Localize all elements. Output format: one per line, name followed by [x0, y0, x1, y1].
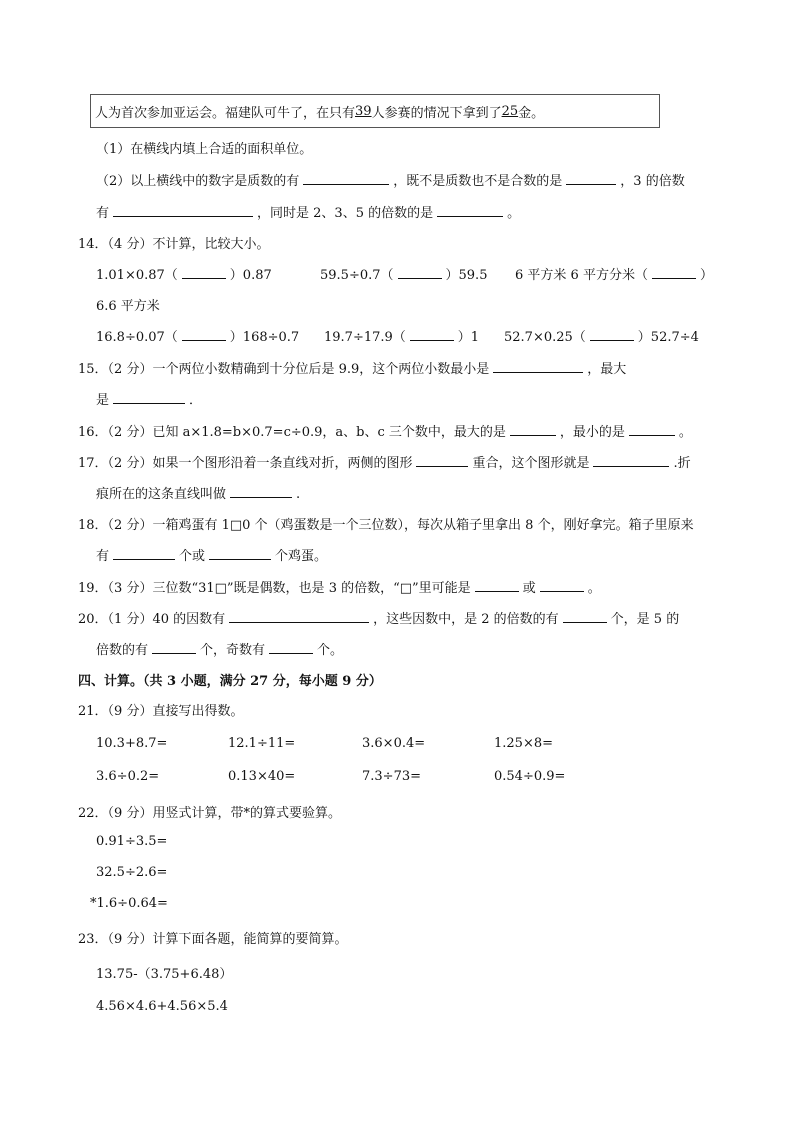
q14-r1-b: ）0.87	[229, 268, 272, 283]
q14-row1	[96, 264, 272, 283]
q13-sub2-text-a: （2）以上横线中的数字是质数的有	[96, 174, 300, 189]
q13-sub2-text-e: ，同时是 2、3、5 的倍数的是	[257, 206, 434, 221]
q19-text-b: 或	[522, 581, 536, 596]
answer-blank[interactable]	[593, 454, 669, 467]
q18-text-b: 有	[96, 549, 110, 564]
q14-r1-c: 59.5÷0.7（	[320, 268, 394, 283]
answer-blank[interactable]	[182, 266, 226, 279]
q17-text-c: .折	[673, 456, 691, 471]
q17-text-d: 痕所在的这条直线叫做	[96, 487, 227, 502]
intro-text-b: 人参赛的情况下拿到了	[371, 105, 502, 121]
q20-text-e: 个，奇数有	[200, 643, 266, 658]
q19-text-c: 。	[587, 581, 601, 596]
q14-r1-g: 6.6 平方米	[96, 299, 160, 314]
q13-sub2-text-d: 有	[96, 206, 110, 221]
answer-blank[interactable]	[437, 204, 503, 217]
q14-r2-d: ）1	[457, 330, 480, 345]
q14-r2-e: 52.7×0.25（	[504, 330, 586, 345]
q22-item-1: 0.91÷3.5=	[96, 834, 168, 849]
answer-blank[interactable]	[182, 328, 226, 341]
q13-sub2-text-f: 。	[507, 206, 521, 221]
answer-blank[interactable]	[113, 547, 175, 560]
q22-item-3: *1.6÷0.64=	[90, 896, 168, 911]
q21-r2-c1: 3.6÷0.2=	[96, 769, 160, 784]
answer-blank[interactable]	[510, 423, 556, 436]
q18-text-d: 个鸡蛋。	[275, 549, 328, 564]
q14-r2-a: 16.8÷0.07（	[96, 330, 178, 345]
answer-blank[interactable]	[209, 547, 271, 560]
answer-blank[interactable]	[590, 328, 634, 341]
answer-blank[interactable]	[303, 172, 389, 185]
q22-title: 22．（9 分）用竖式计算，带*的算式要验算。	[78, 806, 341, 821]
answer-blank[interactable]	[493, 360, 583, 373]
q16-text-b: ，最小的是	[559, 425, 625, 440]
q14-r1-d: ）59.5	[445, 268, 488, 283]
answer-blank[interactable]	[416, 454, 468, 467]
q15-text-d: ．	[189, 393, 203, 408]
q14-row1-right	[515, 264, 713, 283]
intro-num-25: 25	[501, 103, 519, 119]
q22-item-2: 32.5÷2.6=	[96, 865, 168, 880]
q13-sub2-text-c: ，3 的倍数	[620, 174, 685, 189]
q13-sub2-line1	[96, 170, 685, 189]
q16-line	[78, 421, 692, 440]
q20-text-d: 倍数的有	[96, 643, 149, 658]
answer-blank[interactable]	[629, 423, 675, 436]
q21-r2-c4: 0.54÷0.9=	[494, 769, 566, 784]
q15-text-b: ，最大	[587, 362, 627, 377]
q13-sub2-text-b: ，既不是质数也不是合数的是	[393, 174, 563, 189]
q15-text-a: 15．（2 分）一个两位小数精确到十分位后是 9.9，这个两位小数最小是	[78, 362, 490, 377]
q14-r1-a: 1.01×0.87（	[96, 268, 178, 283]
q21-r2-c3: 7.3÷73=	[362, 769, 422, 784]
answer-blank[interactable]	[269, 641, 313, 654]
q21-r1-c1: 10.3+8.7=	[96, 736, 168, 751]
q17-line1	[78, 452, 691, 471]
answer-blank[interactable]	[652, 266, 696, 279]
q14-r2-b: ）168÷0.7	[229, 330, 300, 345]
q18-line1: 18．（2 分）一箱鸡蛋有 1□0 个（鸡蛋数是一个三位数），每次从箱子里拿出 8 个，刚好拿完。箱子里原来	[78, 518, 694, 533]
q14-r2-c: 19.7÷17.9（	[324, 330, 406, 345]
answer-blank[interactable]	[230, 485, 292, 498]
q13-sub1: （1）在横线内填上合适的面积单位。	[96, 142, 313, 157]
q14-r2-f: ）52.7÷4	[637, 330, 699, 345]
q14-row2-right	[504, 326, 699, 345]
intro-text-c: 金。	[518, 105, 545, 121]
q18-text-c: 个或	[179, 549, 206, 564]
answer-blank[interactable]	[398, 266, 442, 279]
q13-sub2-line2	[96, 202, 520, 221]
q19-text-a: 19．（3 分）三位数“31□”既是偶数，也是 3 的倍数，“□”里可能是	[78, 581, 471, 596]
answer-blank[interactable]	[229, 610, 369, 623]
q14-row2	[96, 326, 299, 345]
q23-item-1: 13.75-（3.75+6.48）	[96, 967, 233, 982]
q17-text-a: 17．（2 分）如果一个图形沿着一条直线对折，两侧的图形	[78, 456, 413, 471]
q15-line2	[96, 389, 202, 408]
q21-r1-c3: 3.6×0.4=	[362, 736, 426, 751]
q23-item-2: 4.56×4.6+4.56×5.4	[96, 999, 228, 1014]
q21-r2-c2: 0.13×40=	[228, 769, 296, 784]
answer-blank[interactable]	[113, 204, 253, 217]
q19-line	[78, 577, 601, 596]
q14-row2-mid	[324, 326, 479, 345]
answer-blank[interactable]	[113, 391, 185, 404]
answer-blank[interactable]	[410, 328, 454, 341]
q20-line1	[78, 608, 679, 627]
q17-text-e: .	[296, 487, 301, 502]
answer-blank[interactable]	[152, 641, 196, 654]
answer-blank[interactable]	[563, 610, 607, 623]
q15-line1	[78, 358, 626, 377]
q21-title: 21．（9 分）直接写出得数。	[78, 704, 244, 719]
q16-text-a: 16．（2 分）已知 a×1.8=b×0.7=c÷0.9，a、b、c 三个数中，最大的是	[78, 425, 506, 440]
q18-line2	[96, 545, 327, 564]
intro-box	[90, 94, 660, 128]
q20-line2	[96, 639, 343, 658]
q15-text-c: 是	[96, 393, 110, 408]
q20-text-a: 20．（1 分）40 的因数有	[78, 612, 226, 627]
q21-r1-c2: 12.1÷11=	[228, 736, 296, 751]
q14-r1-e: 6 平方米 6 平方分米（	[515, 268, 648, 283]
q17-line2	[96, 483, 300, 502]
q20-text-c: 个，是 5 的	[610, 612, 680, 627]
q14-title: 14．（4 分）不计算，比较大小。	[78, 237, 270, 252]
q14-row1-mid	[320, 264, 487, 283]
q20-text-b: ，这些因数中，是 2 的倍数的有	[373, 612, 559, 627]
q21-r1-c4: 1.25×8=	[494, 736, 554, 751]
q23-title: 23．（9 分）计算下面各题，能简算的要简算。	[78, 932, 348, 947]
intro-num-39: 39	[355, 103, 372, 119]
q20-text-f: 个。	[317, 643, 344, 658]
answer-blank[interactable]	[566, 172, 616, 185]
answer-blank[interactable]	[540, 579, 584, 592]
answer-blank[interactable]	[475, 579, 519, 592]
q16-text-c: 。	[678, 425, 692, 440]
section-4-heading: 四、计算。（共 3 小题，满分 27 分，每小题 9 分）	[78, 674, 382, 689]
q17-text-b: 重合，这个图形就是	[472, 456, 590, 471]
intro-text-a: 人为首次参加亚运会。福建队可牛了，在只有	[95, 105, 356, 121]
q14-r1-f: ）	[699, 268, 713, 283]
